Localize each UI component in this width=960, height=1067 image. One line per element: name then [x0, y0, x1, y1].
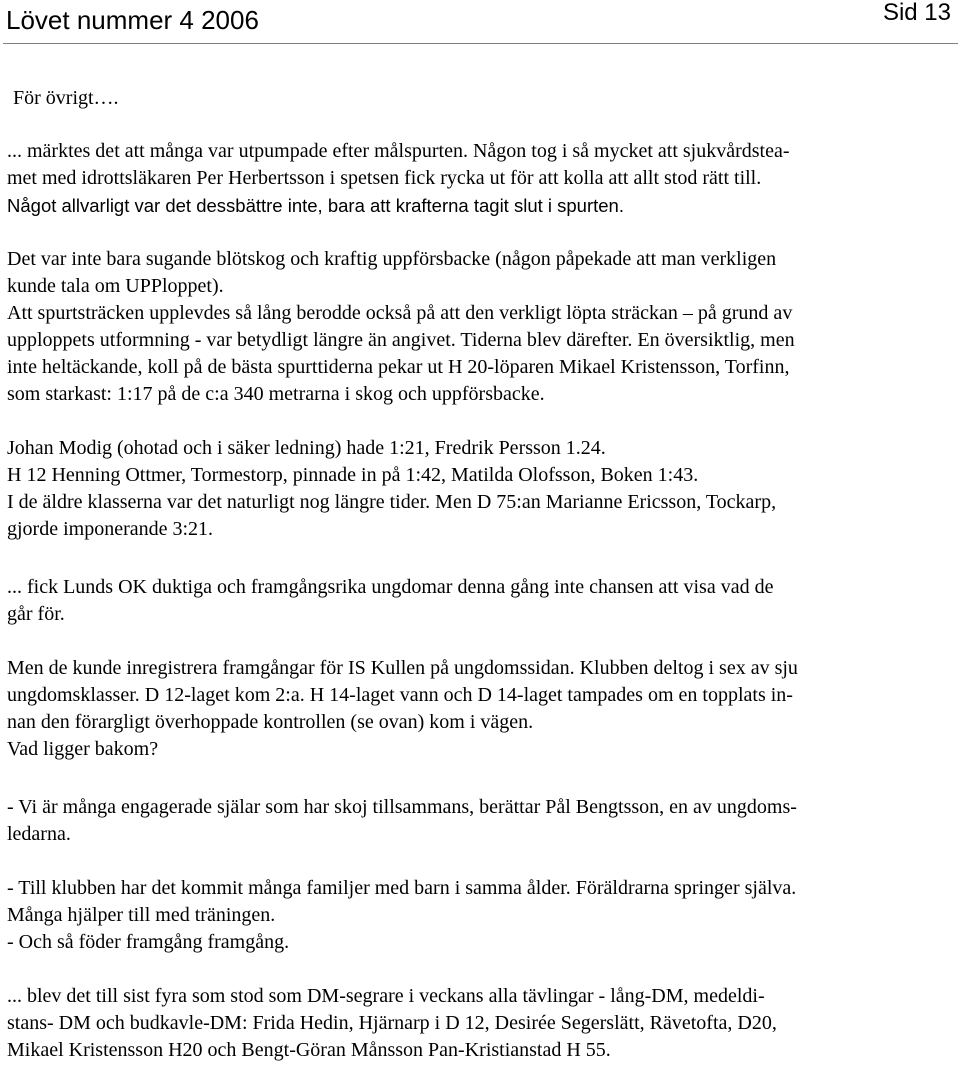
text-line: stans- DM och budkavle-DM: Frida Hedin, Hjärnarp i D 12, Desirée Segerslätt, Rävetofta, D20, [7, 1012, 777, 1034]
header-divider [3, 43, 958, 44]
text-line: Många hjälper till med träningen. [7, 904, 276, 926]
text-line: ungdomsklasser. D 12-laget kom 2:a. H 14-laget vann och D 14-laget tampades om en topplats in- [7, 684, 793, 706]
text-line: - Vi är många engagerade själar som har skoj tillsammans, berättar Pål Bengtsson, en av ungdoms- [7, 796, 797, 818]
text-line: Men de kunde inregistrera framgångar för IS Kullen på ungdomssidan. Klubben deltog i sex av sju [7, 657, 798, 679]
text-line: nan den förargligt överhoppade kontrollen (se ovan) kom i vägen. [7, 711, 534, 733]
text-line: inte heltäckande, koll på de bästa spurttiderna pekar ut H 20-löparen Mikael Kristensson, Torfinn, [7, 356, 790, 378]
text-line: kunde tala om UPPloppet). [7, 275, 224, 297]
text-line: Vad ligger bakom? [7, 738, 159, 760]
text-line: ledarna. [7, 823, 71, 845]
page-number: Sid 13 [882, 0, 951, 26]
text-line: går för. [7, 603, 65, 625]
text-line: Det var inte bara sugande blötskog och kraftig uppförsbacke (någon påpekade att man verkligen [7, 248, 777, 270]
text-line: met med idrottsläkaren Per Herbertsson i spetsen fick rycka ut för att kolla att allt stod rätt till. [7, 167, 762, 189]
text-line: ... fick Lunds OK duktiga och framgångsrika ungdomar denna gång inte chansen att visa vad de [7, 576, 774, 598]
publication-title: Lövet nummer 4 2006 [6, 5, 259, 35]
text-line: ... märktes det att många var utpumpade efter målspurten. Någon tog i så mycket att sjukvårdstea- [7, 140, 790, 162]
text-line: Något allvarligt var det dessbättre inte, bara att krafterna tagit slut i spurten. [7, 195, 624, 216]
text-line: Johan Modig (ohotad och i säker ledning) hade 1:21, Fredrik Persson 1.24. [7, 437, 606, 459]
text-line: upploppets utformning - var betydligt längre än angivet. Tiderna blev därefter. En översiktlig, men [7, 329, 795, 351]
text-line: gjorde imponerande 3:21. [7, 518, 214, 540]
text-line: som starkast: 1:17 på de c:a 340 metrarna i skog och uppförsbacke. [7, 383, 545, 405]
text-line: Att spurtsträcken upplevdes så lång berodde också på att den verkligt löpta sträckan – på grund av [7, 302, 793, 324]
text-line: I de äldre klasserna var det naturligt nog längre tider. Men D 75:an Marianne Ericsson, Tockarp, [7, 491, 777, 513]
text-line: - Och så föder framgång framgång. [7, 931, 290, 953]
section-heading: För övrigt…. [13, 87, 119, 109]
text-line: Mikael Kristensson H20 och Bengt-Göran Månsson Pan-Kristianstad H 55. [7, 1039, 611, 1061]
text-line: - Till klubben har det kommit många familjer med barn i samma ålder. Föräldrarna springer själva. [7, 877, 797, 899]
text-line: H 12 Henning Ottmer, Tormestorp, pinnade in på 1:42, Matilda Olofsson, Boken 1:43. [7, 464, 699, 486]
text-line: ... blev det till sist fyra som stod som DM-segrare i veckans alla tävlingar - lång-DM, medeldi- [7, 985, 765, 1007]
page-header [0, 0, 960, 48]
